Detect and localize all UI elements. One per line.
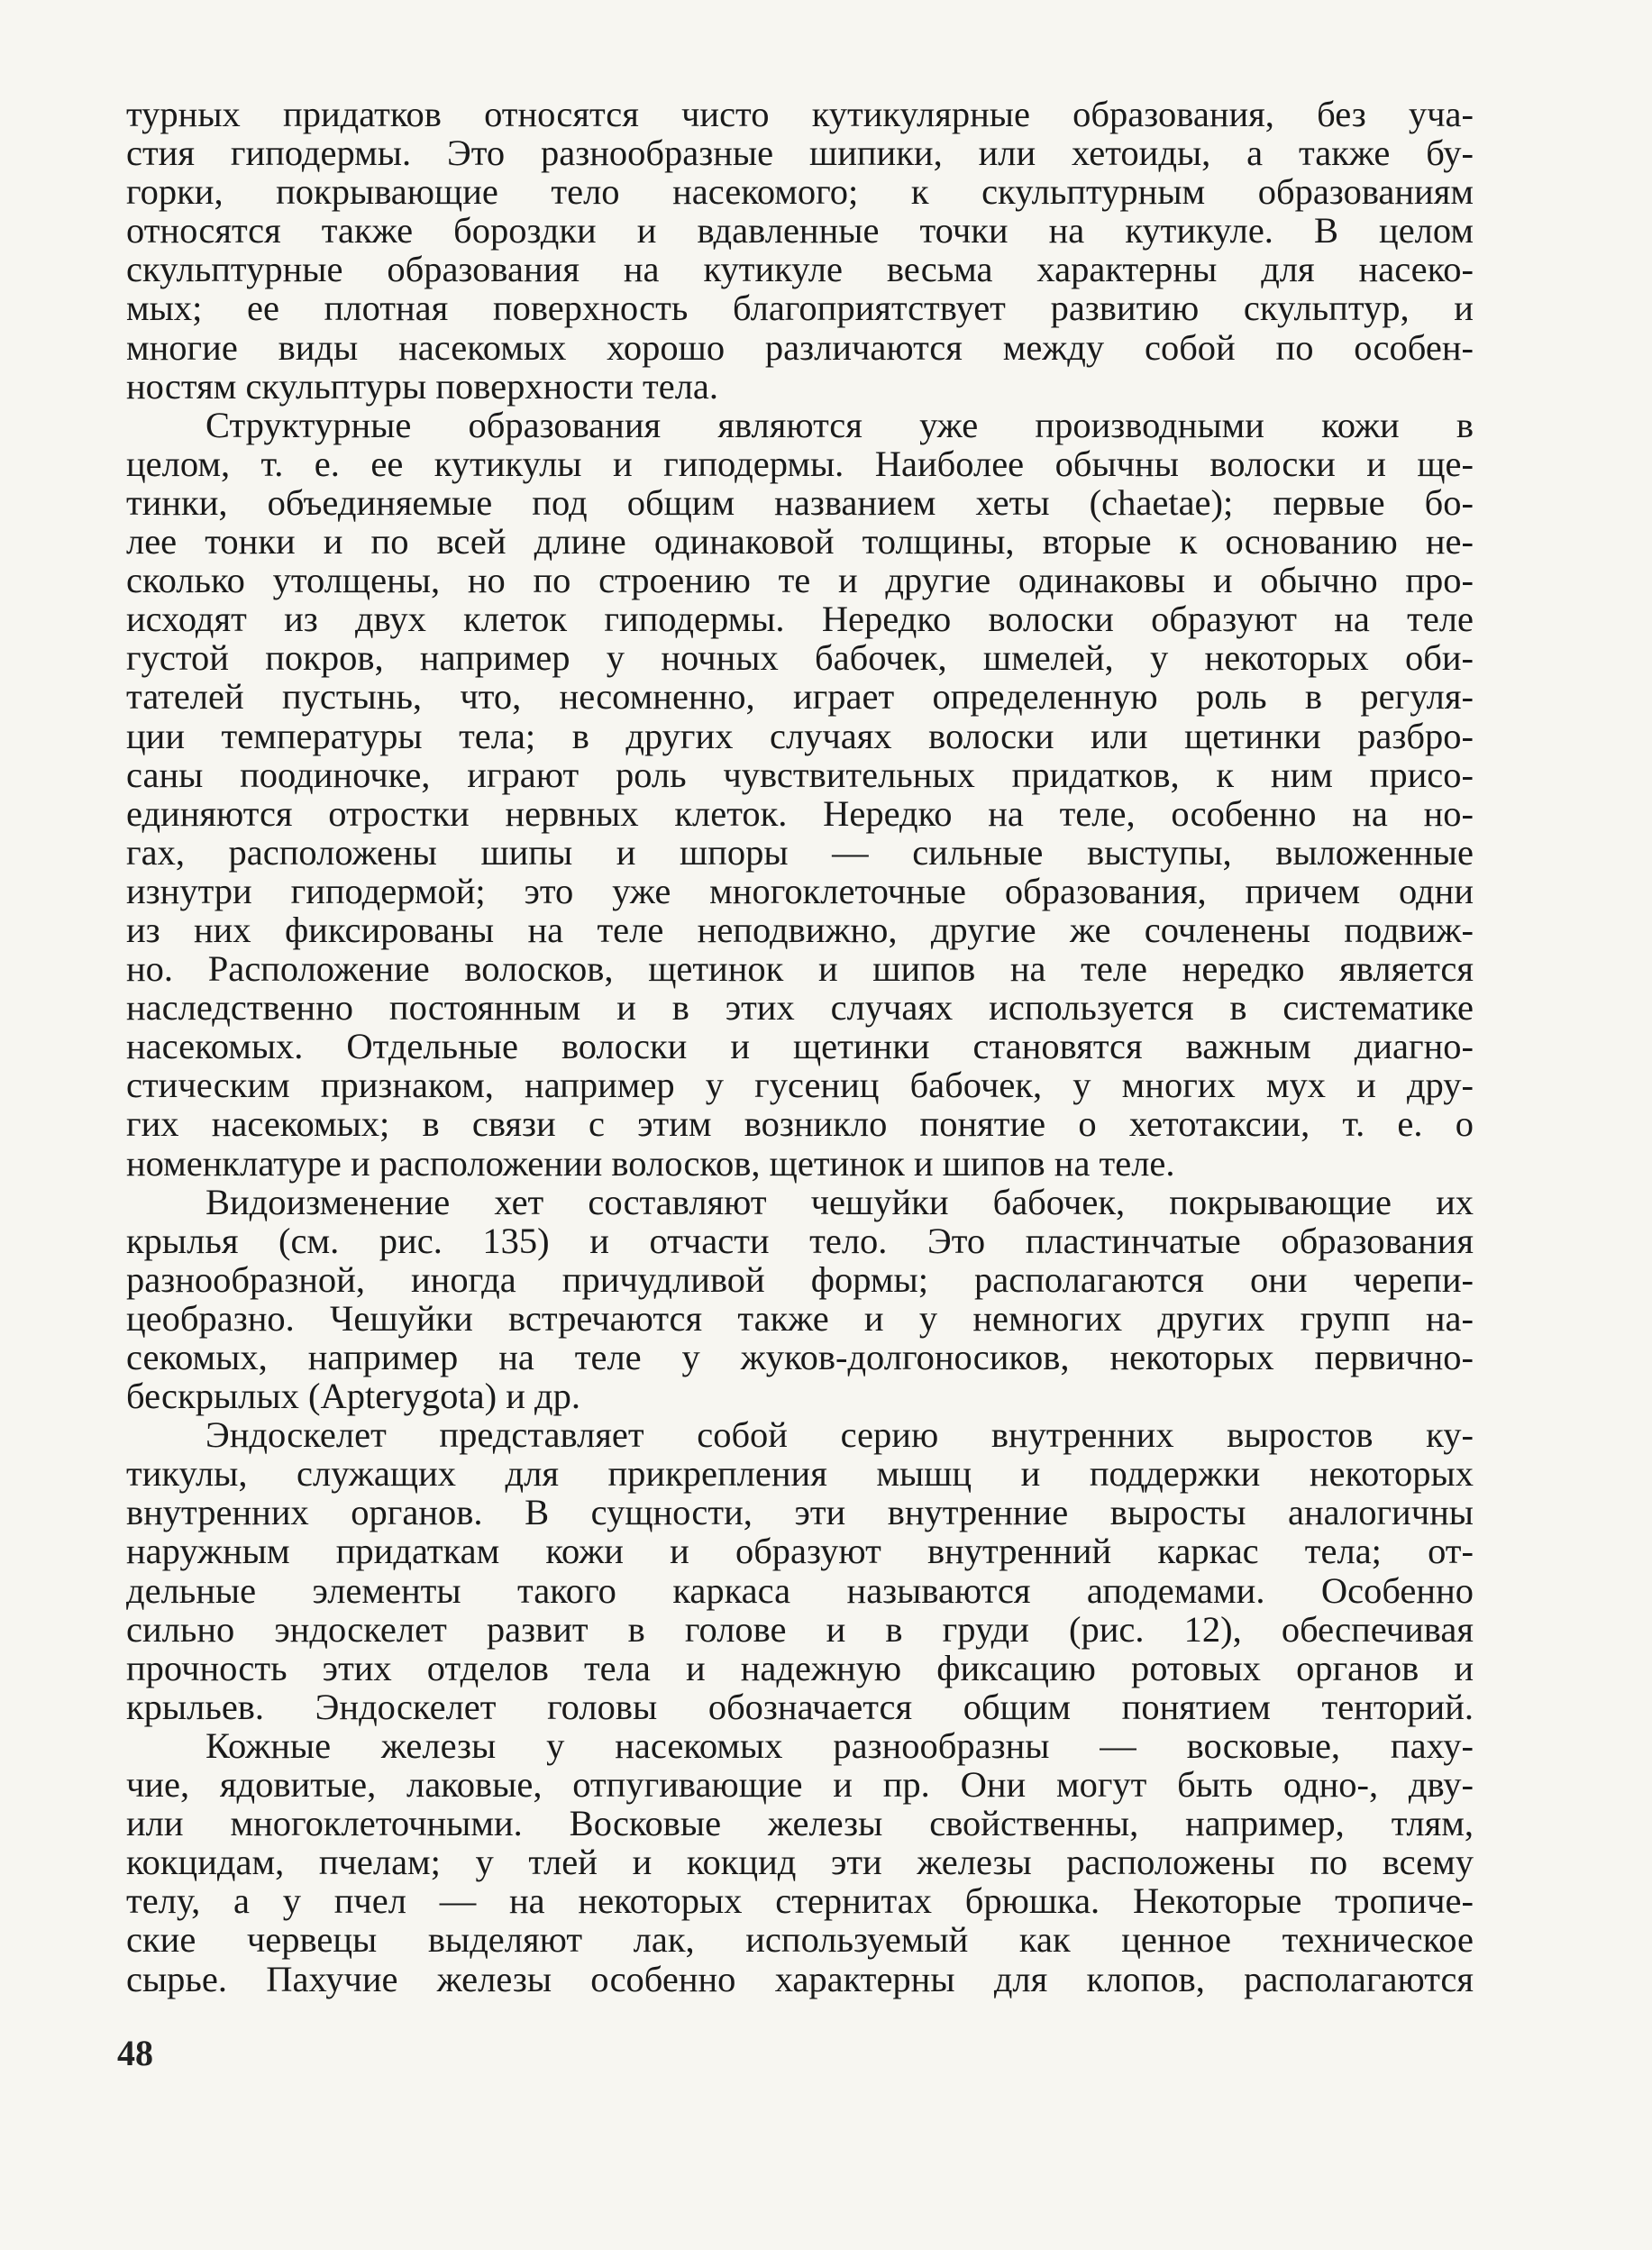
text-line: турных придатков относятся чисто кутикулярные образования, без уча-: [126, 94, 1474, 134]
text-line: гах, расположены шипы и шпоры — сильные выступы, выложенные: [126, 831, 1474, 873]
text-line: разнообразной, иногда причудливой формы; располагаются они черепи-: [126, 1258, 1474, 1300]
text-line: гих насекомых; в связи с этим возникло понятие о хетотаксии, т. е. о: [126, 1103, 1474, 1145]
page-number: 48: [117, 2033, 153, 2073]
paragraph-scales: [126, 1183, 1474, 1416]
text-line: Видоизменение хет составляют чешуйки бабочек, покрывающие их: [205, 1181, 1474, 1222]
text-line: номенклатуре и расположении волосков, щетинок и шипов на теле.: [126, 1142, 1175, 1184]
paragraph-sculptures: [126, 95, 1474, 406]
text-line: целом, т. е. ее кутикулы и гиподермы. Наиболее обычны волоски и ще-: [126, 443, 1474, 484]
text-line: сырье. Пахучие железы особенно характерны для клопов, располагаются: [126, 1958, 1474, 1999]
text-line: Структурные образования являются уже производными кожи в: [205, 404, 1474, 445]
page-text: [126, 95, 1474, 1998]
text-line: ские червецы выделяют лак, используемый как ценное техническое: [126, 1919, 1474, 1961]
text-line: стическим признаком, например у гусениц бабочек, у многих мух и дру-: [126, 1065, 1474, 1106]
text-line: внутренних органов. В сущности, эти внутренние выросты аналогичны: [126, 1492, 1474, 1533]
text-line: Эндоскелет представляет собой серию внутренних выростов ку-: [205, 1414, 1474, 1456]
text-line: лее тонки и по всей длине одинаковой толщины, вторые к основанию не-: [126, 521, 1474, 562]
paragraph-structures: [126, 406, 1474, 1183]
text-line: цеобразно. Чешуйки встречаются также и у немногих других групп на-: [126, 1297, 1474, 1339]
text-line: ции температуры тела; в других случаях волоски или щетинки разбро-: [126, 715, 1474, 756]
text-line: мых; ее плотная поверхность благоприятствует развитию скульптур, и: [126, 288, 1474, 329]
text-line: секомых, например на теле у жуков-долгоносиков, некоторых первично-: [126, 1337, 1474, 1377]
text-line: горки, покрывающие тело насекомого; к скульптурным образованиям: [126, 171, 1474, 213]
text-line: тинки, объединяемые под общим названием хеты (chaetae); первые бо-: [126, 481, 1474, 523]
text-line: густой покров, например у ночных бабочек, шмелей, у некоторых оби-: [126, 637, 1474, 679]
paragraph-glands: [126, 1726, 1474, 1998]
text-line: саны поодиночке, играют роль чувствительных придатков, к ним присо-: [126, 754, 1474, 795]
text-line: сильно эндоскелет развит в голове и в груди (рис. 12), обеспечивая: [126, 1608, 1474, 1650]
text-line: телу, а у пчел — на некоторых стернитах брюшка. Некоторые тропиче-: [126, 1880, 1474, 1922]
text-line: относятся также бороздки и вдавленные точки на кутикуле. В целом: [126, 210, 1474, 252]
text-line: многие виды насекомых хорошо различаются между собой по особен-: [126, 326, 1474, 368]
text-line: наследственно постоянным и в этих случаях используется в систематике: [126, 987, 1474, 1029]
text-line: скульптурные образования на кутикуле весьма характерны для насеко-: [126, 249, 1474, 290]
paragraph-endoskeleton: [126, 1415, 1474, 1726]
text-line: прочность этих отделов тела и надежную фиксацию ротовых органов и: [126, 1647, 1474, 1688]
text-line: единяются отростки нервных клеток. Нередко на теле, особенно на но-: [126, 792, 1474, 834]
text-line: насекомых. Отдельные волоски и щетинки становятся важным диагно-: [126, 1026, 1474, 1067]
text-line: бескрылых (Apterygota) и др.: [126, 1376, 581, 1417]
text-line: стия гиподермы. Это разнообразные шипики, или хетоиды, а также бу-: [126, 133, 1474, 174]
text-line: но. Расположение волосков, щетинок и шипов на теле нередко является: [126, 948, 1474, 990]
text-line: из них фиксированы на теле неподвижно, другие же сочленены подвиж-: [126, 909, 1474, 950]
text-line: наружным придаткам кожи и образуют внутренний каркас тела; от-: [126, 1531, 1474, 1572]
text-line: тикулы, служащих для прикрепления мышц и поддержки некоторых: [126, 1453, 1474, 1495]
text-line: крыльев. Эндоскелет головы обозначается общим понятием тенторий.: [126, 1686, 1474, 1727]
text-line: изнутри гиподермой; это уже многоклеточные образования, причем одни: [126, 870, 1474, 911]
text-line: кокцидам, пчелам; у тлей и кокцид эти железы расположены по всему: [126, 1842, 1474, 1883]
text-line: тателей пустынь, что, несомненно, играет определенную роль в регуля-: [126, 676, 1474, 718]
text-line: чие, ядовитые, лаковые, отпугивающие и пр. Они могут быть одно-, дву-: [126, 1764, 1474, 1806]
text-line: сколько утолщены, но по строению те и другие одинаковы и обычно про-: [126, 560, 1474, 601]
text-line: Кожные железы у насекомых разнообразны — восковые, паху-: [205, 1724, 1474, 1766]
text-line: или многоклеточными. Восковые железы свойственны, например, тлям,: [126, 1803, 1474, 1844]
text-line: дельные элементы такого каркаса называются аподемами. Особенно: [126, 1569, 1474, 1611]
text-line: ностям скульптуры поверхности тела.: [126, 365, 719, 407]
text-line: крылья (см. рис. 135) и отчасти тело. Это пластинчатые образования: [126, 1220, 1474, 1261]
text-line: исходят из двух клеток гиподермы. Нередко волоски образуют на теле: [126, 599, 1474, 640]
